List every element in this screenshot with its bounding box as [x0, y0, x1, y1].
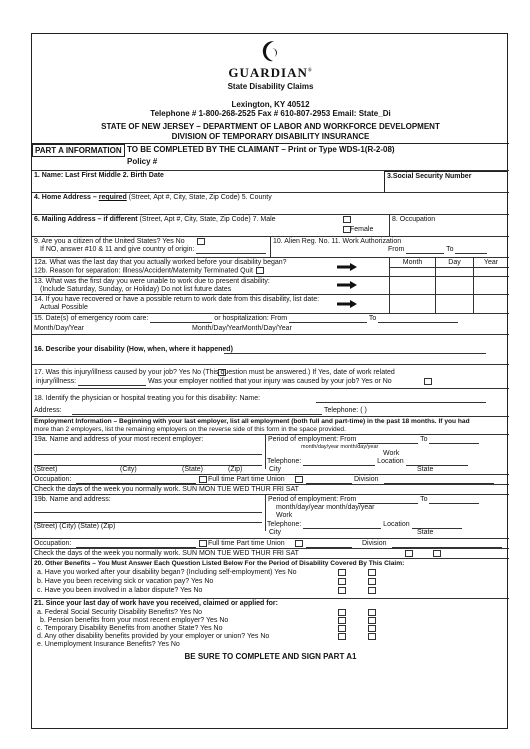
row-first-day — [32, 276, 509, 294]
male-checkbox[interactable] — [343, 216, 351, 223]
union-checkbox[interactable] — [295, 476, 303, 483]
q20b-yes[interactable] — [338, 578, 346, 585]
physician-address-line[interactable] — [72, 414, 322, 415]
q20b-no[interactable] — [368, 578, 376, 585]
row-occupation-b: Occupation: Full time Part time Union Division — [32, 538, 509, 548]
other-benefits-title: 20. Other Benefits – You Must Answer Each Question Listed Below For the Period of Disability Covered By This Claim: — [34, 560, 405, 567]
brand-name: GUARDIAN® — [228, 65, 313, 80]
row-return-date — [32, 294, 509, 313]
emergency-date-format: Month/Day/Year — [34, 325, 84, 332]
row-name — [32, 170, 509, 192]
return-day[interactable] — [435, 295, 473, 313]
employment-header — [32, 416, 509, 434]
claim-form — [31, 33, 508, 729]
hospital-date-format: Month/Day/YearMonth/Day/Year — [192, 325, 292, 332]
physician-line[interactable] — [316, 402, 486, 403]
describe-line[interactable] — [224, 353, 486, 354]
first-day-question: 13. What was the first day you were unable to work due to present disability: (Include Saturday, Sunday, or Holiday) Do not list future dates — [34, 278, 270, 293]
physician-telephone[interactable]: Telephone: ( ) — [324, 407, 367, 414]
fulltime-b-checkbox[interactable] — [199, 540, 207, 547]
employer-b-period[interactable]: Period of employment: From To month/day/year month/day/year Work — [265, 495, 509, 531]
month-col[interactable]: Month — [389, 258, 435, 276]
row-job-caused — [32, 364, 509, 388]
agency-line-1: STATE OF NEW JERSEY – DEPARTMENT OF LABOR AND WORKFORCE DEVELOPMENT — [101, 122, 440, 131]
days-a-label[interactable]: Check the days of the week you normally work. SUN MON TUE WED THUR FRI SAT — [34, 486, 299, 493]
row-employer-b: 19b. Name and address: (Street) (City) (State) (Zip) Period of employment: From To month/day/year month/day/year Work Telephone: Location City State — [32, 494, 509, 536]
row-occupation-a: Occupation: Full time Part time Union Division — [32, 474, 509, 484]
first-day-year[interactable] — [473, 277, 508, 294]
return-date-question: 14. If you have recovered or have a possible return to work date from this disability, list date: Actual Possible — [34, 296, 320, 311]
emergency-label[interactable]: 15. Date(s) of emergency room care: or hospitalization: From To — [34, 315, 458, 323]
guardian-logo-icon — [260, 38, 280, 64]
row-days-b — [32, 548, 509, 558]
arrow-right-icon — [337, 300, 357, 308]
employer-a-label: 19a. Name and address of your most recent employer: — [34, 436, 204, 443]
row-home-address — [32, 192, 509, 214]
contact-line: Telephone # 1-800-268-2525 Fax # 610-807-2953 Email: State_Di — [150, 109, 391, 118]
job-caused-no-checkbox[interactable] — [218, 369, 226, 376]
home-address-field[interactable]: 4. Home Address – required (Street, Apt #, City, State, Zip Code) 5. County — [34, 194, 272, 201]
alien-reg-field[interactable]: 10. Alien Reg. No. 11. Work Authorization From To — [270, 237, 508, 257]
days-b-label[interactable]: Check the days of the week you normally work. SUN MON TUE WED THUR FRI SAT — [34, 550, 299, 557]
female-label: Female — [350, 226, 374, 233]
occupation-field[interactable]: 8. Occupation — [389, 215, 508, 236]
employer-b-label: 19b. Name and address: — [34, 496, 111, 503]
citizen-question: 9. Are you a citizen of the United States? Yes No If NO, answer #10 & 11 and give country of origin: — [32, 237, 270, 257]
mailing-address-field[interactable]: 6. Mailing Address – if different (Street, Apt #, City, State, Zip Code) 7. Male — [34, 216, 276, 223]
city-line: Lexington, KY 40512 — [231, 100, 310, 109]
row-physician — [32, 388, 509, 416]
day-col[interactable]: Day — [435, 258, 473, 276]
describe-label: 16. Describe your disability (How, when, where it happened) — [34, 346, 233, 353]
sign-reminder: BE SURE TO COMPLETE AND SIGN PART A1 — [184, 652, 357, 661]
return-year[interactable] — [473, 295, 508, 313]
row-since-last-day: 21. Since your last day of work have you received, claimed or applied for: a. Federal Social Security Disability Benefits? Yes No b. Pension benefits from your most recent employer? Yes No c. Temporary Disability Benefits from another State? Yes No d. Any other disability benefits provided by your employer or union? Yes No e. Unemployment Insurance Benefits? Yes No — [32, 598, 509, 650]
part-a-title: TO BE COMPLETED BY THE CLAIMANT – Print or Type WDS-1(R-2-08) — [127, 145, 395, 154]
citizen-no-checkbox[interactable] — [197, 238, 205, 245]
employment-title: Employment Information – Beginning with your last employer, list all employment (both full and part-time) in the past 18 months. If you had — [34, 418, 470, 425]
agency-line-2: DIVISION OF TEMPORARY DISABILITY INSURANCE — [171, 132, 370, 141]
part-a-header — [32, 143, 509, 169]
row-citizen — [32, 236, 509, 257]
row-employer-a: 19a. Name and address of your most recent employer: (Street) (City) (State) (Zip) Period of employment: From To month/day/year month/day/year Work Telephone: Location City State — [32, 434, 509, 468]
arrow-right-icon — [337, 281, 357, 289]
fulltime-checkbox[interactable] — [199, 476, 207, 483]
first-day-day[interactable] — [435, 277, 473, 294]
name-field[interactable]: 1. Name: Last First Middle 2. Birth Date — [34, 172, 164, 179]
year-col[interactable]: Year — [473, 258, 508, 276]
employer-notified-question: injury/illness: Was your employer notified that your injury was caused by your job? Yes or No — [36, 378, 392, 385]
row-other-benefits: 20. Other Benefits – You Must Answer Each Question Listed Below For the Period of Disability Covered By This Claim: a. Have you worked after your disability began? (Including self-employment) Yes No b. Have you been receiving sick or vacation pay? Yes No c. Have you been involved in a labor dispute? Yes No — [32, 558, 509, 598]
ssn-field[interactable]: 3.Social Security Number — [384, 171, 508, 193]
row-mailing-address — [32, 214, 509, 236]
row-describe — [32, 334, 509, 364]
q20a-yes[interactable] — [338, 569, 346, 576]
arrow-right-icon — [337, 263, 357, 271]
part-a-label: PART A INFORMATION — [32, 144, 125, 157]
job-caused-question: 17. Was this injury/illness caused by your job? Yes No (This question must be answered.) If Yes, date of work related — [34, 369, 395, 376]
q20a-no[interactable] — [368, 569, 376, 576]
q20c-no[interactable] — [368, 587, 376, 594]
last-day-question: 12a. What was the last day that you actually worked before your disability began? 12b. Reason for separation: Illness/Accident/Maternity Terminated Quit — [34, 259, 287, 275]
q20c-yes[interactable] — [338, 587, 346, 594]
since-last-day-title: 21. Since your last day of work have you received, claimed or applied for: — [34, 600, 278, 607]
row-days-a — [32, 484, 509, 494]
employer-a-period[interactable]: Period of employment: From To month/day/year month/day/year Work — [265, 435, 509, 469]
row-emergency — [32, 313, 509, 334]
first-day-month[interactable] — [389, 277, 435, 294]
union-b-checkbox[interactable] — [295, 540, 303, 547]
physician-label: 18. Identify the physician or hospital treating you for this disability: Name: — [34, 395, 261, 402]
return-month[interactable] — [389, 295, 435, 313]
physician-address-label: Address: — [34, 407, 62, 414]
row-last-day — [32, 257, 509, 276]
unit-name: State Disability Claims — [227, 82, 314, 91]
employment-note: more than 2 employers, list the remaining employers on the reverse side of this form in the space provided. — [34, 426, 346, 433]
notified-no-checkbox[interactable] — [424, 378, 432, 385]
policy-number: Policy # — [127, 157, 158, 166]
